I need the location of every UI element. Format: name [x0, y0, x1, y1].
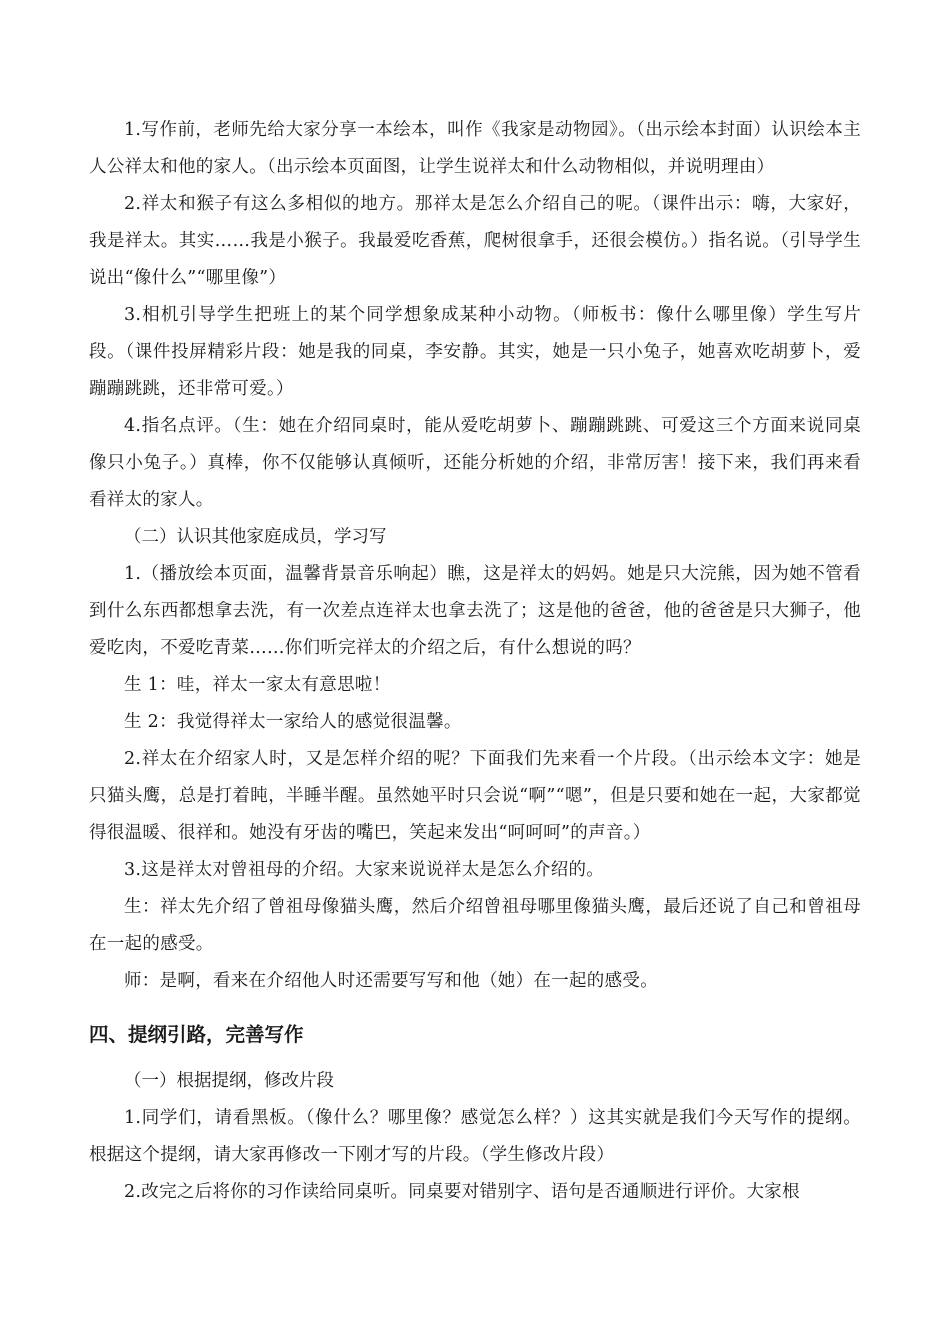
paragraph-student-1: 生 1：哇，祥太一家太有意思啦！ [124, 675, 391, 695]
paragraph-4: 4.指名点评。（生：她在介绍同桌时，能从爱吃胡萝卜、蹦蹦跳跳、可爱这三个方面来说同桌像只小兔子。）真棒，你不仅能够认真倾听，还能分析她的介绍，非常厉害！接下来，我们再来看看祥太的家人。 [89, 416, 861, 510]
paragraph-5: 1.（播放绘本页面，温馨背景音乐响起）瞧，这是祥太的妈妈。她是只大浣熊，因为她不管看到什么东西都想拿去洗，有一次差点连祥太也拿去洗了；这是他的爸爸，他的爸爸是只大狮子，他爱吃肉，不爱吃青菜……你们听完祥太的介绍之后，有什么想说的吗？ [89, 564, 861, 658]
section-4-heading: 四、提纲引路，完善写作 [89, 1023, 304, 1046]
subheading-outline: （一）根据提纲，修改片段 [124, 1071, 334, 1091]
paragraph-8: 1.同学们，请看黑板。（像什么？哪里像？感觉怎么样？）这其实就是我们今天写作的提纲。根据这个提纲，请大家再修改一下刚才写的片段。（学生修改片段） [89, 1108, 861, 1165]
paragraph-student-2: 生 2：我觉得祥太一家给人的感觉很温馨。 [124, 712, 462, 732]
paragraph-teacher-remark: 师：是啊，看来在介绍他人时还需要写写和他（她）在一起的感受。 [124, 971, 658, 991]
paragraph-6: 2.祥太在介绍家人时，又是怎样介绍的呢？下面我们先来看一个片段。（出示绘本文字：她是只猫头鹰，总是打着盹，半睡半醒。虽然她平时只会说“啊”“嗯”，但是只要和她在一起，大家都觉得很温暖、很祥和。她没有牙齿的嘴巴，笑起来发出“呵呵呵”的声音。） [89, 749, 861, 843]
paragraph-3: 3.相机引导学生把班上的某个同学想象成某种小动物。（师板书：像什么哪里像）学生写片段。（课件投屏精彩片段：她是我的同桌，李安静。其实，她是一只小兔子，她喜欢吃胡萝卜，爱蹦蹦跳跳，还非常可爱。） [89, 305, 861, 399]
paragraph-9: 2.改完之后将你的习作读给同桌听。同桌要对错别字、语句是否通顺进行评价。大家根 [124, 1182, 800, 1202]
paragraph-1: 1.写作前，老师先给大家分享一本绘本，叫作《我家是动物园》。（出示绘本封面）认识绘本主人公祥太和他的家人。（出示绘本页面图，让学生说祥太和什么动物相似，并说明理由） [89, 120, 861, 177]
paragraph-student-answer: 生：祥太先介绍了曾祖母像猫头鹰，然后介绍曾祖母哪里像猫头鹰，最后还说了自己和曾祖母在一起的感受。 [89, 897, 861, 954]
paragraph-7: 3.这是祥太对曾祖母的介绍。大家来说说祥太是怎么介绍的。 [124, 860, 605, 880]
subheading-family-members: （二）认识其他家庭成员，学习写 [124, 527, 387, 547]
document-page [89, 112, 861, 1211]
paragraph-2: 2.祥太和猴子有这么多相似的地方。那祥太是怎么介绍自己的呢。（课件出示：嗨，大家好，我是祥太。其实……我是小猴子。我最爱吃香蕉，爬树很拿手，还很会模仿。）指名说。（引导学生说出“像什么”“哪里像”） [89, 194, 861, 288]
